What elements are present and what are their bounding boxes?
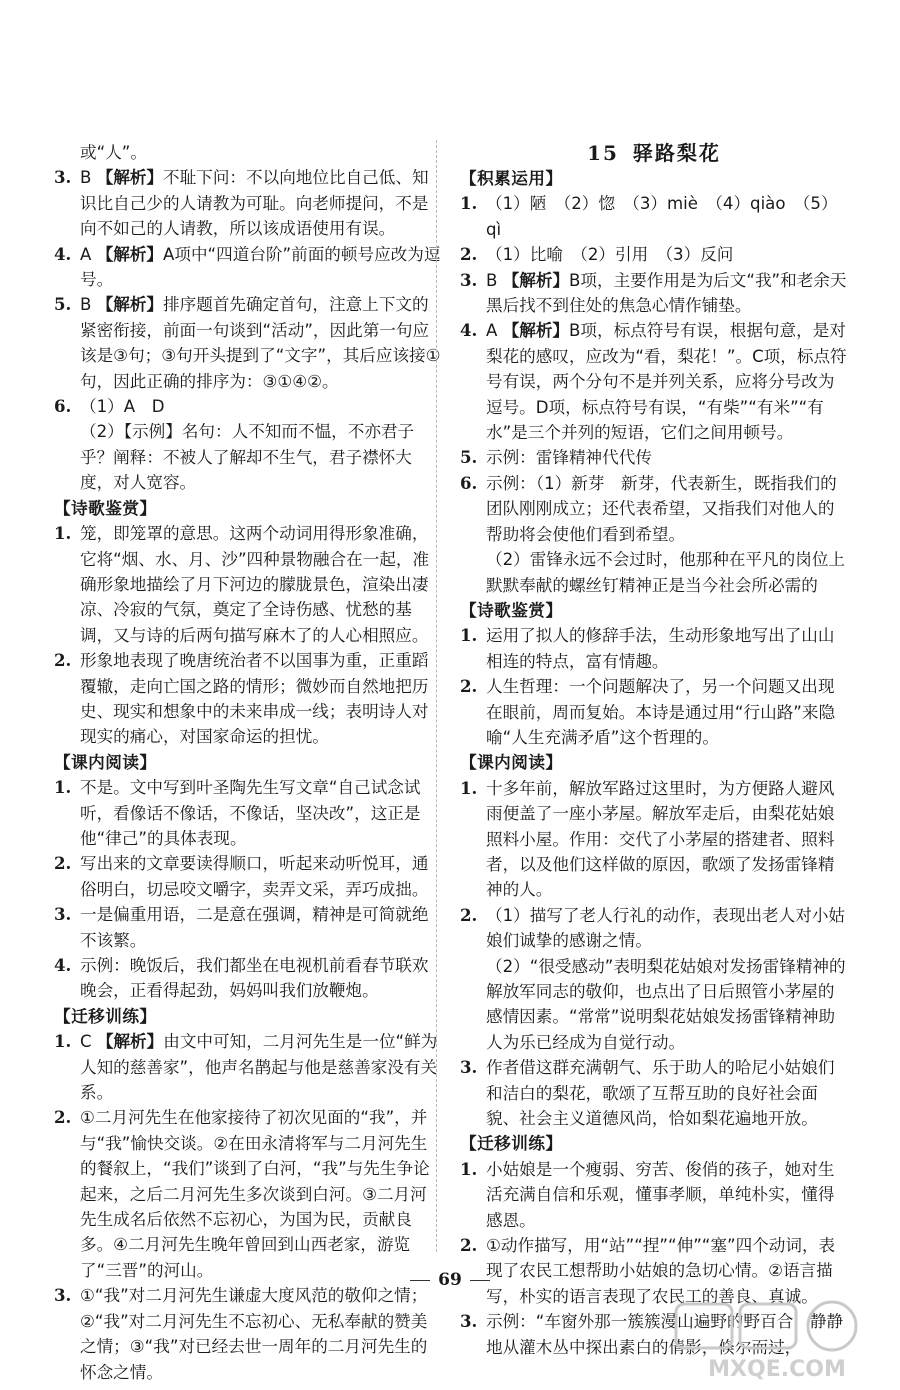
answer-item — [460, 776, 848, 903]
analysis-label: 【解析】 — [502, 270, 570, 290]
answer-item — [460, 268, 848, 319]
answer-text: 示例：“车窗外那一簇簇漫山遍野的野百合，静静地从灌木丛中探出素白的倩影，倏尔而过， — [486, 1312, 844, 1357]
answer-item — [460, 1055, 848, 1131]
analysis-label: 【解析】 — [96, 295, 164, 315]
answer-choice: B — [80, 168, 97, 188]
section-header: 【诗歌鉴赏】 — [54, 498, 157, 518]
answer-continuation: （2）“很受感动”表明梨花姑娘对发扬雷锋精神的解放军同志的敬仰，也点出了日后照管小茅屋的感情因素。“常常”说明梨花姑娘发扬雷锋精神助人为乐已经成为自觉行动。 — [486, 956, 846, 1052]
answer-continuation: （2）雷锋永远不会过时，他那种在平凡的岗位上默默奉献的螺丝钉精神正是当今社会所必需的 — [486, 550, 846, 595]
answer-text: 作者借这群充满朝气、乐于助人的哈尼小姑娘们和洁白的梨花，歌颂了互帮互助的良好社会面貌、社会主义道德风尚，恰如梨花遍地开放。 — [486, 1058, 835, 1129]
lesson-title: 15 驿路梨花 — [587, 141, 721, 165]
answer-item — [460, 191, 848, 242]
answer-item — [460, 674, 848, 750]
item-number: 2. — [460, 244, 478, 265]
answer-item — [460, 242, 848, 267]
answer-text: 十多年前，解放军路过这里时，为方便路人避风雨便盖了一座小茅屋。解放军走后，由梨花姑娘照料小屋。作用：交代了小茅屋的搭建者、照料者，以及他们这样做的原因，歌颂了发扬雷锋精神的人。 — [486, 778, 835, 900]
answer-text: 笼，即笼罩的意思。这两个动词用得形象准确，它将“烟、水、月、沙”四种景物融合在一起，准确形象地描绘了月下河边的朦胧景色，渲染出凄凉、冷寂的气氛，奠定了全诗伤感、忧愁的基调，又与诗的后两句描写麻木了的人心相照应。 — [80, 524, 430, 645]
answer-text: 不是。文中写到叶圣陶先生写文章“自己试念试听，看像话不像话，不像话，坚决改”，这正是他“律己”的具体表现。 — [80, 778, 421, 848]
item-number: 3. — [54, 904, 72, 925]
answer-text: 示例：雷锋精神代代传 — [486, 448, 652, 468]
item-number: 4. — [54, 955, 72, 975]
answer-item — [54, 953, 442, 1004]
watermark-logo — [672, 1298, 882, 1384]
answer-text: B项，主要作用是为后文“我”和老余天黑后找不到住处的焦急心情作铺垫。 — [486, 270, 847, 316]
answer-text: ①“我”对二月河先生谦虚大度风范的敬仰之情；②“我”对二月河先生不忘初心、无私奉献的赞美之情；③“我”对已经去世一周年的二月河先生的怀念之情。 — [80, 1286, 428, 1382]
answer-text: ①动作描写，用“站”“捏”“伸”“塞”四个动词，表现了农民工想帮助小姑娘的急切心情。②语言描写，朴实的语言表现了农民工的善良、真诚。 — [486, 1236, 836, 1306]
item-number: 3. — [460, 269, 478, 290]
answer-choice: B — [486, 270, 503, 290]
answer-text: （1）比喻 （2）引用 （3）反问 — [486, 245, 734, 265]
answer-item — [460, 1157, 848, 1233]
answer-text: ①二月河先生在他家接待了初次见面的“我”，并与“我”愉快交谈。②在田永清将军与二月河先生的餐叙上，“我们”谈到了白河，“我”与先生争论起来，之后二月河先生多次谈到白河。③二月河先生成名后依然不忘初心，为国为民，贡献良多。④二月河先生晚年曾回到山西老家，游览了“三晋”的河山。 — [80, 1108, 430, 1280]
item-number: 3. — [54, 1285, 72, 1306]
answer-item — [460, 318, 848, 445]
answer-item — [54, 851, 442, 902]
item-number: 1. — [460, 1158, 478, 1179]
item-number: 2. — [460, 904, 478, 925]
answer-continuation: 或“人”。 — [80, 143, 147, 162]
answer-item — [54, 292, 442, 394]
answer-text: 一是偏重用语，二是意在强调，精神是可简就绝不该繁。 — [80, 905, 429, 950]
answer-item — [54, 775, 442, 851]
analysis-label: 【解析】 — [96, 244, 164, 264]
right-column — [460, 140, 848, 1360]
left-column — [54, 140, 442, 1385]
answer-choice: B — [80, 295, 97, 315]
item-number: 4. — [54, 243, 72, 264]
answer-text: 写出来的文章要读得顺口，听起来动听悦耳，通俗明白，切忌咬文嚼字，卖弄文采，弄巧成拙。 — [80, 854, 429, 899]
answer-text: 运用了拟人的修辞手法，生动形象地写出了山山相连的特点，富有情趣。 — [486, 626, 835, 671]
answer-item — [460, 623, 848, 674]
answer-item — [54, 1283, 442, 1385]
item-number: 6. — [460, 472, 478, 493]
section-header: 【课内阅读】 — [460, 753, 563, 773]
item-number: 2. — [54, 650, 72, 671]
answer-text: 人生哲理：一个问题解决了，另一个问题又出现在眼前，周而复始。本诗是通过用“行山路”来隐喻“人生充满矛盾”这个哲理的。 — [486, 677, 836, 747]
answer-item — [54, 1105, 442, 1283]
answer-text: 由文中可知，二月河先生是一位“鲜为人知的慈善家”，他声名鹊起与他是慈善家没有关系。 — [80, 1032, 438, 1103]
answer-continuation: （2）【示例】名句：人不知而不愠，不亦君子乎？阐释：不被人了解却不生气，君子襟怀大度，对人宽容。 — [80, 422, 415, 493]
answer-choice: A — [80, 244, 97, 264]
analysis-label: 【解析】 — [96, 168, 164, 188]
item-number: 1. — [54, 1031, 72, 1052]
answer-text: （1）描写了老人行礼的动作，表现出老人对小姑娘们诚挚的感谢之情。 — [486, 905, 846, 951]
section-header: 【诗歌鉴赏】 — [460, 600, 563, 620]
answer-text: 小姑娘是一个瘦弱、穷苦、俊俏的孩子，她对生活充满自信和乐观，懂事孝顺，单纯朴实，懂得感恩。 — [486, 1159, 835, 1230]
analysis-label: 【解析】 — [502, 321, 570, 341]
item-number: 1. — [460, 193, 478, 214]
answer-item — [460, 471, 848, 547]
section-header: 【课内阅读】 — [54, 752, 157, 772]
item-number: 1. — [54, 777, 72, 798]
answer-text: 形象地表现了晚唐统治者不以国事为重，正重蹈覆辙，走向亡国之路的情形；微妙而自然地把历史、现实和想象中的未来串成一线；表明诗人对现实的痛心，对国家命运的担忧。 — [80, 651, 429, 747]
item-number: 5. — [460, 447, 478, 468]
section-header: 【迁移训练】 — [54, 1006, 157, 1026]
answer-text: 排序题首先确定首句，注意上下文的紧密衔接，前面一句谈到“活动”，因此第一句应该是③句；③句开头提到了“文字”，其后应该接①句，因此正确的排序为：③①④②。 — [80, 295, 441, 391]
answer-item — [54, 521, 442, 648]
item-number: 4. — [460, 320, 478, 341]
item-number: 3. — [460, 1057, 478, 1078]
answer-item — [54, 165, 442, 241]
answer-item — [54, 394, 442, 419]
analysis-label: 【解析】 — [96, 1032, 164, 1052]
item-number: 1. — [460, 777, 478, 798]
answer-text: A项中“四道台阶”前面的顿号应改为逗号。 — [80, 244, 441, 290]
item-number: 2. — [460, 676, 478, 697]
item-number: 5. — [54, 294, 72, 315]
page-number: 69 — [0, 1270, 900, 1290]
answer-text: 不耻下问：不以向地位比自己低、知识比自己少的人请教为可耻。向老师提问，不是向不如己的人请教，所以该成语使用有误。 — [80, 168, 429, 239]
answer-item — [54, 1029, 442, 1105]
column-divider — [436, 140, 437, 1252]
item-number: 2. — [54, 1107, 72, 1128]
answer-item — [460, 903, 848, 954]
item-number: 2. — [460, 1235, 478, 1256]
item-number: 3. — [54, 167, 72, 188]
item-number: 2. — [54, 853, 72, 874]
answer-choice: A — [486, 321, 503, 341]
section-header: 【迁移训练】 — [460, 1134, 563, 1154]
answer-text: 示例：（1）新芽 新芽，代表新生，既指我们的团队刚刚成立；还代表希望，又指我们对他人的帮助将会使他们看到希望。 — [486, 473, 837, 544]
answer-text: B项，标点符号有误，根据句意，是对梨花的感叹，应改为“看，梨花！”。C项，标点符号有误，两个分句不是并列关系，应将分号改为逗号。D项，标点符号有误，“有柴”“有米”“有水”是三个并列的短语，它们之间用顿号。 — [486, 321, 847, 443]
answer-item — [460, 445, 848, 470]
item-number: 1. — [460, 625, 478, 646]
answer-choice: C — [80, 1032, 97, 1052]
answer-text: （1）A D — [80, 397, 165, 417]
answer-text: 示例：晚饭后，我们都坐在电视机前看春节联欢晚会，正看得起劲，妈妈叫我们放鞭炮。 — [80, 956, 429, 1001]
section-header: 【积累运用】 — [460, 169, 563, 188]
answer-item — [54, 902, 442, 953]
answer-item — [54, 648, 442, 750]
answer-text: （1）陋 （2）惚 （3）miè （4）qiào （5）qì — [486, 194, 838, 239]
answer-item — [54, 242, 442, 293]
item-number: 6. — [54, 396, 72, 417]
svg-text:MXQE.COM: MXQE.COM — [708, 1357, 846, 1382]
item-number: 3. — [460, 1311, 478, 1332]
item-number: 1. — [54, 523, 72, 544]
